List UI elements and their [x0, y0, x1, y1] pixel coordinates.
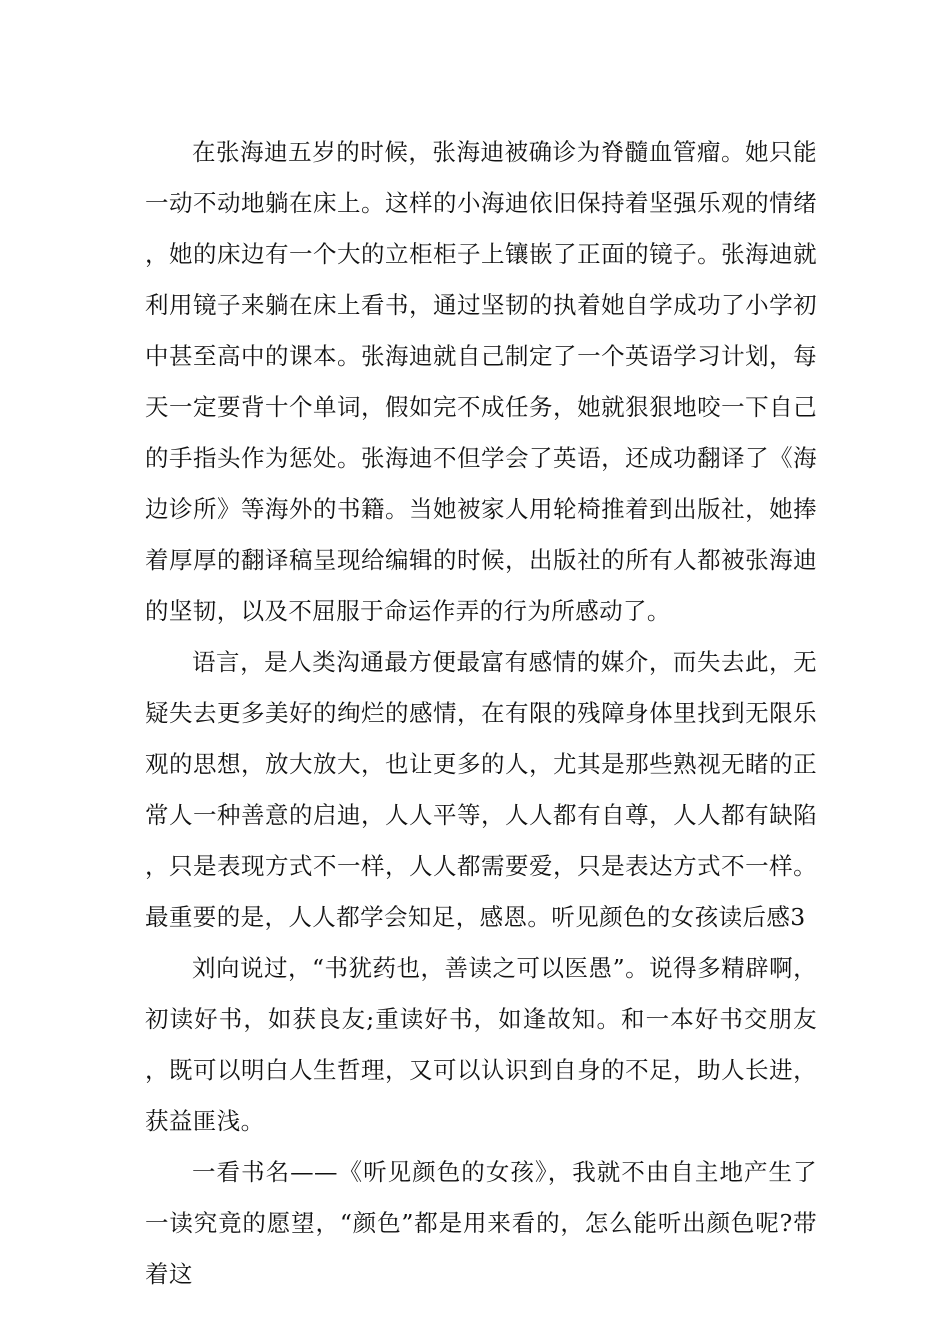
paragraph-1: 在张海迪五岁的时候，张海迪被确诊为脊髓血管瘤。她只能一动不动地躺在床上。这样的小海迪依旧保持着坚强乐观的情绪，她的床边有一个大的立柜柜子上镶嵌了正面的镜子。张海迪就利用镜子来躺在床上看书，通过坚韧的执着她自学成功了小学初中甚至高中的课本。张海迪就自己制定了一个英语学习计划，每天一定要背十个单词，假如完不成任务，她就狠狠地咬一下自己的手指头作为惩处。张海迪不但学会了英语，还成功翻译了《海边诊所》等海外的书籍。当她被家人用轮椅推着到出版社，她捧着厚厚的翻译稿呈现给编辑的时候，出版社的所有人都被张海迪的坚韧，以及不屈服于命运作弄的行为所感动了。 [145, 138, 817, 625]
document-body [145, 127, 817, 1300]
paragraph-4: 一看书名——《听见颜色的女孩》，我就不由自主地产生了一读究竟的愿望，“颜色”都是用来看的，怎么能听出颜色呢?带着这 [145, 1158, 817, 1288]
paragraph-2: 语言，是人类沟通最方便最富有感情的媒介，而失去此，无疑失去更多美好的绚烂的感情，在有限的残障身体里找到无限乐观的思想，放大放大，也让更多的人，尤其是那些熟视无睹的正常人一种善意的启迪，人人平等，人人都有自尊，人人都有缺陷，只是表现方式不一样，人人都需要爱，只是表达方式不一样。最重要的是，人人都学会知足，感恩。听见颜色的女孩读后感3 [145, 648, 817, 931]
paragraph-3: 刘向说过，“书犹药也，善读之可以医愚”。说得多精辟啊，初读好书，如获良友;重读好书，如逢故知。和一本好书交朋友，既可以明白人生哲理，又可以认识到自身的不足，助人长进，获益匪浅。 [145, 954, 817, 1135]
